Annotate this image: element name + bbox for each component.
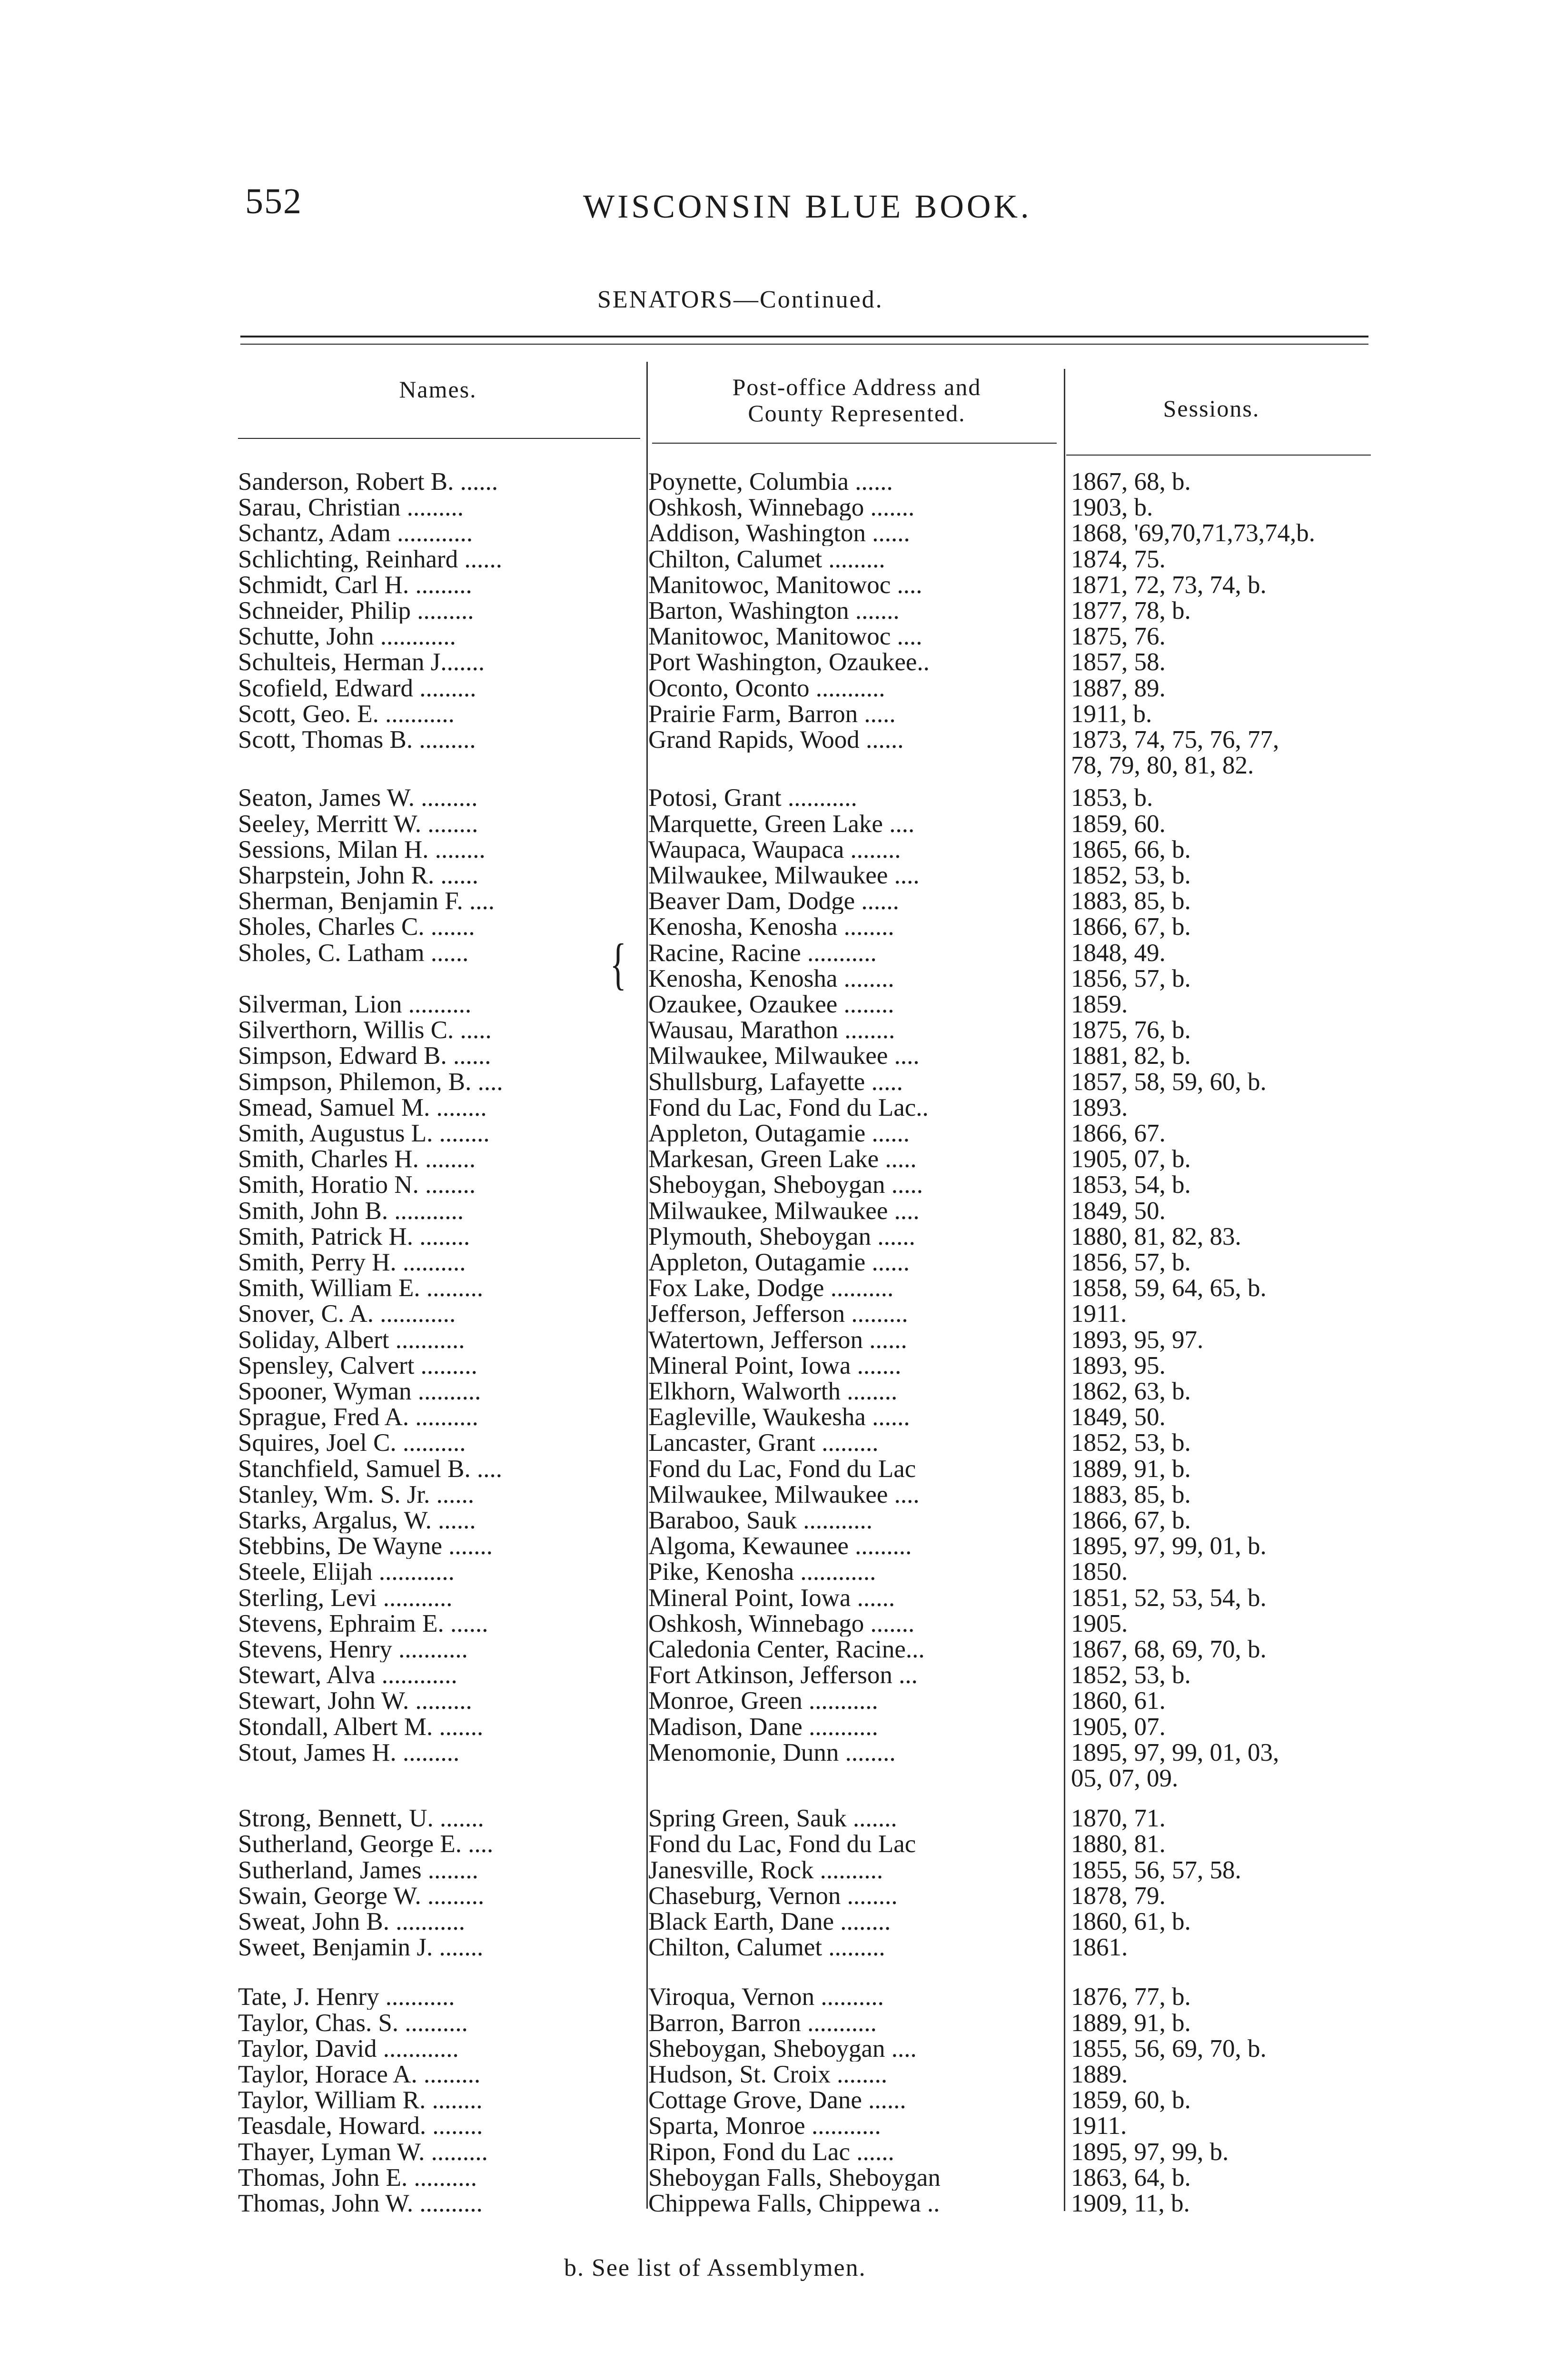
table-row: [0, 1765, 1546, 1791]
post-office-county: Fort Atkinson, Jefferson ...: [648, 1662, 918, 1688]
table-row: [0, 1172, 1546, 1198]
senator-name: Schmidt, Carl H. .........: [238, 572, 472, 598]
table-row: [0, 1327, 1546, 1353]
sessions-cell: 1866, 67, b.: [1071, 1507, 1191, 1534]
senator-name: Sterling, Levi ...........: [238, 1585, 453, 1611]
sessions-cell: 1874, 75.: [1071, 545, 1166, 573]
sessions-cell: 1876, 77, b.: [1071, 1983, 1191, 2011]
sessions-cell: 1857, 58, 59, 60, b.: [1071, 1068, 1267, 1096]
table-row: [0, 2139, 1546, 2165]
post-office-county: Baraboo, Sauk ...........: [648, 1507, 873, 1533]
senator-name: Sholes, C. Latham ......: [238, 940, 469, 966]
table-row: [0, 785, 1546, 811]
post-office-county: Mineral Point, Iowa ......: [648, 1585, 895, 1611]
post-office-county: Jefferson, Jefferson .........: [648, 1301, 908, 1327]
table-row: [0, 1611, 1546, 1636]
sessions-cell: 1877, 78, b.: [1071, 597, 1191, 625]
post-office-county: Algoma, Kewaunee .........: [648, 1533, 912, 1559]
sessions-cell: 78, 79, 80, 81, 82.: [1071, 752, 1254, 779]
post-column-header-line1: Post-office Address and: [732, 374, 981, 400]
senator-name: Sholes, Charles C. .......: [238, 914, 475, 940]
post-office-county: Milwaukee, Milwaukee ....: [648, 863, 920, 888]
post-office-county: Oshkosh, Winnebago .......: [648, 495, 915, 520]
table-row: [0, 572, 1546, 598]
post-office-county: Barron, Barron ...........: [648, 2010, 877, 2036]
senator-name: Thayer, Lyman W. .........: [238, 2139, 488, 2165]
post-office-county: Chaseburg, Vernon ........: [648, 1883, 898, 1909]
table-row: [0, 1121, 1546, 1146]
senator-name: Soliday, Albert ...........: [238, 1327, 465, 1353]
top-rule-thin: [240, 344, 1368, 345]
table-row: [0, 863, 1546, 888]
table-row: [0, 649, 1546, 675]
senator-name: Taylor, William R. ........: [238, 2087, 483, 2113]
sessions-cell: 1880, 81, 82, 83.: [1071, 1223, 1241, 1250]
post-office-county: Chippewa Falls, Chippewa ..: [648, 2191, 940, 2216]
senator-name: Stevens, Henry ...........: [238, 1636, 468, 1662]
senator-name: Scofield, Edward .........: [238, 675, 476, 701]
senator-name: Spensley, Calvert .........: [238, 1353, 477, 1378]
senator-name: Stebbins, De Wayne .......: [238, 1533, 493, 1559]
senator-name: Schutte, John ............: [238, 624, 456, 649]
table-row: [0, 624, 1546, 649]
senator-name: Sprague, Fred A. ..........: [238, 1404, 478, 1430]
sessions-cell: 1893, 95, 97.: [1071, 1326, 1204, 1354]
sessions-cell: 1889, 91, b.: [1071, 2009, 1191, 2037]
post-office-county: Menomonie, Dunn ........: [648, 1740, 896, 1765]
sessions-cell: 1889, 91, b.: [1071, 1455, 1191, 1483]
table-row: [0, 1909, 1546, 1934]
sessions-cell: 1909, 11, b.: [1071, 2190, 1190, 2217]
post-office-county: Sheboygan, Sheboygan .....: [648, 1172, 923, 1198]
sessions-cell: 1875, 76, b.: [1071, 1016, 1191, 1044]
senator-name: Taylor, Horace A. .........: [238, 2062, 481, 2087]
senator-name: Taylor, David ............: [238, 2036, 459, 2062]
table-row: [0, 727, 1546, 753]
post-office-county: Wausau, Marathon ........: [648, 1017, 895, 1043]
table-row: [0, 1301, 1546, 1327]
post-office-county: Potosi, Grant ...........: [648, 785, 857, 811]
post-office-county: Lancaster, Grant .........: [648, 1430, 879, 1456]
senator-name: Smead, Samuel M. ........: [238, 1095, 487, 1121]
sessions-cell: 1873, 74, 75, 76, 77,: [1071, 726, 1279, 754]
senator-name: Smith, John B. ...........: [238, 1198, 464, 1224]
table-row: [0, 1934, 1546, 1960]
table-row: [0, 1017, 1546, 1043]
senator-name: Sutherland, James ........: [238, 1857, 478, 1883]
table-row: [0, 598, 1546, 624]
senator-name: Silverthorn, Willis C. .....: [238, 1017, 492, 1043]
post-office-county: Plymouth, Sheboygan ......: [648, 1224, 915, 1250]
sessions-cell: 1911.: [1071, 1300, 1127, 1328]
post-office-county: Beaver Dam, Dodge ......: [648, 888, 899, 914]
table-row: [0, 888, 1546, 914]
table-row: [0, 1250, 1546, 1275]
senator-name: Smith, Augustus L. ........: [238, 1121, 490, 1146]
post-office-county: Port Washington, Ozaukee..: [648, 649, 930, 675]
footnote: b. See list of Assemblymen.: [564, 2254, 866, 2281]
post-office-county: Cottage Grove, Dane ......: [648, 2087, 906, 2113]
table-row: [0, 2010, 1546, 2036]
senator-name: Schulteis, Herman J.......: [238, 649, 485, 675]
sessions-cell: 1895, 97, 99, 01, b.: [1071, 1532, 1267, 1560]
table-row: [0, 495, 1546, 520]
table-row: [0, 914, 1546, 940]
sessions-cell: 1849, 50.: [1071, 1197, 1166, 1225]
sessions-cell: 1852, 53, b.: [1071, 862, 1191, 889]
sessions-cell: 1848, 49.: [1071, 939, 1166, 967]
post-office-county: Oshkosh, Winnebago .......: [648, 1611, 915, 1636]
senator-name: Swain, George W. .........: [238, 1883, 485, 1909]
sessions-cell: 1883, 85, b.: [1071, 1481, 1191, 1508]
sessions-cell: 1856, 57, b.: [1071, 965, 1191, 992]
senator-name: Schlichting, Reinhard ......: [238, 546, 502, 572]
post-office-county: Manitowoc, Manitowoc ....: [648, 624, 922, 649]
senator-name: Sessions, Milan H. ........: [238, 837, 486, 863]
post-office-county: Sheboygan, Sheboygan ....: [648, 2036, 917, 2062]
senator-name: Smith, Perry H. ..........: [238, 1250, 466, 1275]
senator-name: Simpson, Philemon, B. ....: [238, 1069, 503, 1095]
table-row: [0, 546, 1546, 572]
table-row: [0, 992, 1546, 1017]
sessions-cell: 1849, 50.: [1071, 1403, 1166, 1431]
post-column-header-line2: County Represented.: [748, 400, 966, 426]
post-office-county: Madison, Dane ...........: [648, 1714, 878, 1740]
post-office-county: Elkhorn, Walworth ........: [648, 1378, 898, 1404]
senator-name: Sarau, Christian .........: [238, 495, 464, 520]
table-row: [0, 2087, 1546, 2113]
top-rule: [240, 336, 1368, 337]
sessions-cell: 1853, b.: [1071, 784, 1153, 812]
senator-name: Spooner, Wyman ..........: [238, 1378, 481, 1404]
table-row: [0, 1883, 1546, 1909]
senator-name: Smith, William E. .........: [238, 1275, 484, 1301]
post-office-county: Milwaukee, Milwaukee ....: [648, 1482, 920, 1507]
sessions-cell: 1865, 66, b.: [1071, 836, 1191, 863]
table-row: [0, 1831, 1546, 1857]
senator-name: Stewart, John W. .........: [238, 1688, 472, 1714]
senator-name: Scott, Geo. E. ...........: [238, 701, 455, 727]
post-office-county: Ripon, Fond du Lac ......: [648, 2139, 894, 2165]
sessions-cell: 1867, 68, 69, 70, b.: [1071, 1636, 1267, 1663]
post-office-county: Mineral Point, Iowa .......: [648, 1353, 902, 1378]
table-row: [0, 1404, 1546, 1430]
sessions-cell: 1895, 97, 99, b.: [1071, 2138, 1229, 2166]
sessions-cell: 1871, 72, 73, 74, b.: [1071, 571, 1267, 599]
sessions-cell: 1859, 60.: [1071, 810, 1166, 838]
senator-name: Starks, Argalus, W. ......: [238, 1507, 476, 1533]
senator-name: Stevens, Ephraim E. ......: [238, 1611, 488, 1636]
sessions-cell: 1887, 89.: [1071, 674, 1166, 702]
post-office-county: Chilton, Calumet .........: [648, 1934, 885, 1960]
sessions-cell: 1860, 61, b.: [1071, 1908, 1191, 1935]
sessions-cell: 1861.: [1071, 1934, 1128, 1961]
sessions-cell: 1859.: [1071, 991, 1128, 1018]
sessions-cell: 1862, 63, b.: [1071, 1378, 1191, 1405]
post-office-county: Kenosha, Kenosha ........: [648, 966, 894, 992]
page-number: 552: [245, 181, 302, 221]
senator-name: Seaton, James W. .........: [238, 785, 478, 811]
sessions-cell: 1851, 52, 53, 54, b.: [1071, 1584, 1267, 1612]
senator-name: Taylor, Chas. S. ..........: [238, 2010, 468, 2036]
senator-name: Smith, Horatio N. ........: [238, 1172, 476, 1198]
sessions-cell: 1875, 76.: [1071, 623, 1166, 650]
table-row: [0, 2036, 1546, 2062]
table-row: [0, 1585, 1546, 1611]
post-office-county: Milwaukee, Milwaukee ....: [648, 1043, 920, 1069]
sessions-cell: 1870, 71.: [1071, 1805, 1166, 1832]
senator-name: Scott, Thomas B. .........: [238, 727, 476, 753]
post-office-county: Ozaukee, Ozaukee ........: [648, 992, 894, 1017]
post-office-county: Eagleville, Waukesha ......: [648, 1404, 910, 1430]
sessions-cell: 1852, 53, b.: [1071, 1661, 1191, 1689]
post-office-county: Monroe, Green ...........: [648, 1688, 878, 1714]
senator-name: Thomas, John W. ..........: [238, 2191, 483, 2216]
table-row: [0, 1805, 1546, 1831]
senator-name: Smith, Patrick H. ........: [238, 1224, 470, 1250]
table-row: [0, 2165, 1546, 2191]
names-column-header: Names.: [399, 376, 477, 403]
post-office-county: Sheboygan Falls, Sheboygan: [648, 2165, 941, 2191]
sessions-cell: 1880, 81.: [1071, 1830, 1166, 1858]
senator-name: Tate, J. Henry ...........: [238, 1984, 455, 2010]
senator-name: Smith, Charles H. ........: [238, 1146, 476, 1172]
table-row: [0, 753, 1546, 778]
senator-name: Sharpstein, John R. ......: [238, 863, 478, 888]
senator-name: Stanchfield, Samuel B. ....: [238, 1456, 502, 1482]
senator-name: Silverman, Lion ..........: [238, 992, 472, 1017]
post-office-county: Hudson, St. Croix ........: [648, 2062, 888, 2087]
table-row: [0, 1636, 1546, 1662]
post-office-county: Appleton, Outagamie ......: [648, 1250, 910, 1275]
table-row: [0, 1353, 1546, 1378]
post-office-county: Watertown, Jefferson ......: [648, 1327, 907, 1353]
post-office-county: Addison, Washington ......: [648, 520, 910, 546]
post-office-county: Markesan, Green Lake .....: [648, 1146, 917, 1172]
sessions-cell: 1878, 79.: [1071, 1882, 1166, 1910]
sessions-cell: 1866, 67.: [1071, 1120, 1166, 1147]
post-office-county: Caledonia Center, Racine...: [648, 1636, 925, 1662]
senator-name: Schantz, Adam ............: [238, 520, 473, 546]
sessions-cell: 1905, 07.: [1071, 1713, 1166, 1741]
post-office-county: Spring Green, Sauk .......: [648, 1805, 897, 1831]
table-row: [0, 1146, 1546, 1172]
table-row: [0, 1378, 1546, 1404]
senator-name: Seeley, Merritt W. ........: [238, 811, 478, 837]
table-row: [0, 1688, 1546, 1714]
post-office-county: Kenosha, Kenosha ........: [648, 914, 894, 940]
table-row: [0, 1507, 1546, 1533]
post-office-county: Milwaukee, Milwaukee ....: [648, 1198, 920, 1224]
sessions-cell: 1855, 56, 69, 70, b.: [1071, 2035, 1267, 2063]
table-row: [0, 1662, 1546, 1688]
table-row: [0, 1224, 1546, 1250]
post-office-county: Sparta, Monroe ...........: [648, 2113, 881, 2139]
table-row: [0, 1533, 1546, 1559]
sessions-cell: 1895, 97, 99, 01, 03,: [1071, 1739, 1279, 1766]
sessions-cell: 1857, 58.: [1071, 648, 1166, 676]
sessions-cell: 1868, '69,70,71,73,74,b.: [1071, 519, 1316, 547]
post-office-county: Fond du Lac, Fond du Lac: [648, 1456, 916, 1482]
senator-name: Sweet, Benjamin J. .......: [238, 1934, 484, 1960]
sessions-cell: 1903, b.: [1071, 494, 1153, 521]
senator-name: Sanderson, Robert B. ......: [238, 469, 498, 495]
senator-name: Simpson, Edward B. ......: [238, 1043, 491, 1069]
table-row: [0, 2191, 1546, 2216]
post-office-county: Viroqua, Vernon ..........: [648, 1984, 884, 2010]
post-office-county: Fox Lake, Dodge ..........: [648, 1275, 894, 1301]
table-row: [0, 1714, 1546, 1740]
senator-name: Sherman, Benjamin F. ....: [238, 888, 495, 914]
post-office-county: Poynette, Columbia ......: [648, 469, 893, 495]
sessions-cell: 1911.: [1071, 2112, 1127, 2140]
brace-mark: {: [610, 932, 627, 995]
post-office-county: Pike, Kenosha ............: [648, 1559, 876, 1585]
sessions-cell: 1881, 82, b.: [1071, 1042, 1191, 1070]
post-office-county: Barton, Washington .......: [648, 598, 900, 624]
post-office-county: Waupaca, Waupaca ........: [648, 837, 901, 863]
senator-name: Stanley, Wm. S. Jr. ......: [238, 1482, 475, 1507]
table-row: [0, 1559, 1546, 1585]
post-office-county: Janesville, Rock ..........: [648, 1857, 883, 1883]
post-office-county: Manitowoc, Manitowoc ....: [648, 572, 922, 598]
table-row: [0, 1275, 1546, 1301]
table-row: [0, 1456, 1546, 1482]
sessions-cell: 1905, 07, b.: [1071, 1145, 1191, 1173]
sessions-cell: 1860, 61.: [1071, 1687, 1166, 1715]
table-row: [0, 1043, 1546, 1069]
senator-name: Strong, Bennett, U. .......: [238, 1805, 484, 1831]
sessions-cell: 1911, b.: [1071, 700, 1152, 728]
sessions-cell: 1893, 95.: [1071, 1352, 1166, 1379]
table-row: [0, 675, 1546, 701]
senator-name: Stondall, Albert M. .......: [238, 1714, 484, 1740]
senator-name: Sutherland, George E. ....: [238, 1831, 494, 1857]
post-office-county: Shullsburg, Lafayette .....: [648, 1069, 903, 1095]
table-row: [0, 2062, 1546, 2087]
post-office-county: Prairie Farm, Barron .....: [648, 701, 896, 727]
sessions-cell: 1850.: [1071, 1558, 1128, 1586]
senator-name: Thomas, John E. ..........: [238, 2165, 477, 2191]
sessions-cell: 1883, 85, b.: [1071, 887, 1191, 915]
sessions-cell: 1859, 60, b.: [1071, 2086, 1191, 2114]
table-row: [0, 940, 1546, 966]
post-office-county: Fond du Lac, Fond du Lac: [648, 1831, 916, 1857]
table-row: [0, 520, 1546, 546]
post-office-county: Oconto, Oconto ...........: [648, 675, 885, 701]
table-row: [0, 1482, 1546, 1507]
sessions-cell: 1867, 68, b.: [1071, 468, 1191, 496]
senator-name: Stout, James H. .........: [238, 1740, 460, 1765]
sessions-column-header: Sessions.: [1163, 395, 1260, 422]
header-rule: [1066, 455, 1371, 456]
table-row: [0, 1857, 1546, 1883]
senator-name: Stewart, Alva ............: [238, 1662, 457, 1688]
table-row: [0, 2113, 1546, 2139]
post-office-county: Fond du Lac, Fond du Lac..: [648, 1095, 929, 1121]
sessions-cell: 1855, 56, 57, 58.: [1071, 1856, 1241, 1884]
table-row: [0, 469, 1546, 495]
post-office-county: Racine, Racine ...........: [648, 940, 877, 966]
senator-name: Steele, Elijah ............: [238, 1559, 455, 1585]
table-row: [0, 1198, 1546, 1224]
sessions-cell: 1893.: [1071, 1094, 1128, 1121]
table-row: [0, 1095, 1546, 1121]
senator-name: Snover, C. A. ............: [238, 1301, 456, 1327]
senator-name: Schneider, Philip .........: [238, 598, 474, 624]
table-row: [0, 966, 1546, 992]
header-rule: [652, 443, 1057, 444]
table-row: [0, 701, 1546, 727]
sessions-cell: 1905.: [1071, 1610, 1128, 1637]
post-office-county: Grand Rapids, Wood ......: [648, 727, 904, 753]
sessions-cell: 1889.: [1071, 2061, 1128, 2088]
table-row: [0, 837, 1546, 863]
sessions-cell: 1856, 57, b.: [1071, 1249, 1191, 1276]
post-office-county: Chilton, Calumet .........: [648, 546, 885, 572]
section-heading: SENATORS—Continued.: [597, 286, 883, 313]
sessions-cell: 1858, 59, 64, 65, b.: [1071, 1274, 1267, 1302]
table-row: [0, 1740, 1546, 1765]
sessions-cell: 1866, 67, b.: [1071, 913, 1191, 941]
sessions-cell: 1853, 54, b.: [1071, 1171, 1191, 1199]
table-row: [0, 1984, 1546, 2010]
post-office-county: Black Earth, Dane ........: [648, 1909, 891, 1934]
sessions-cell: 1852, 53, b.: [1071, 1429, 1191, 1457]
table-row: [0, 1069, 1546, 1095]
senator-name: Teasdale, Howard. ........: [238, 2113, 483, 2139]
header-rule: [238, 438, 640, 439]
table-row: [0, 811, 1546, 837]
sessions-cell: 1863, 64, b.: [1071, 2164, 1191, 2192]
post-office-county: Appleton, Outagamie ......: [648, 1121, 910, 1146]
table-row: [0, 1430, 1546, 1456]
sessions-cell: 05, 07, 09.: [1071, 1765, 1179, 1792]
senator-name: Sweat, John B. ...........: [238, 1909, 465, 1934]
senator-name: Squires, Joel C. ..........: [238, 1430, 466, 1456]
running-title: WISCONSIN BLUE BOOK.: [583, 188, 1032, 225]
post-office-county: Marquette, Green Lake ....: [648, 811, 915, 837]
